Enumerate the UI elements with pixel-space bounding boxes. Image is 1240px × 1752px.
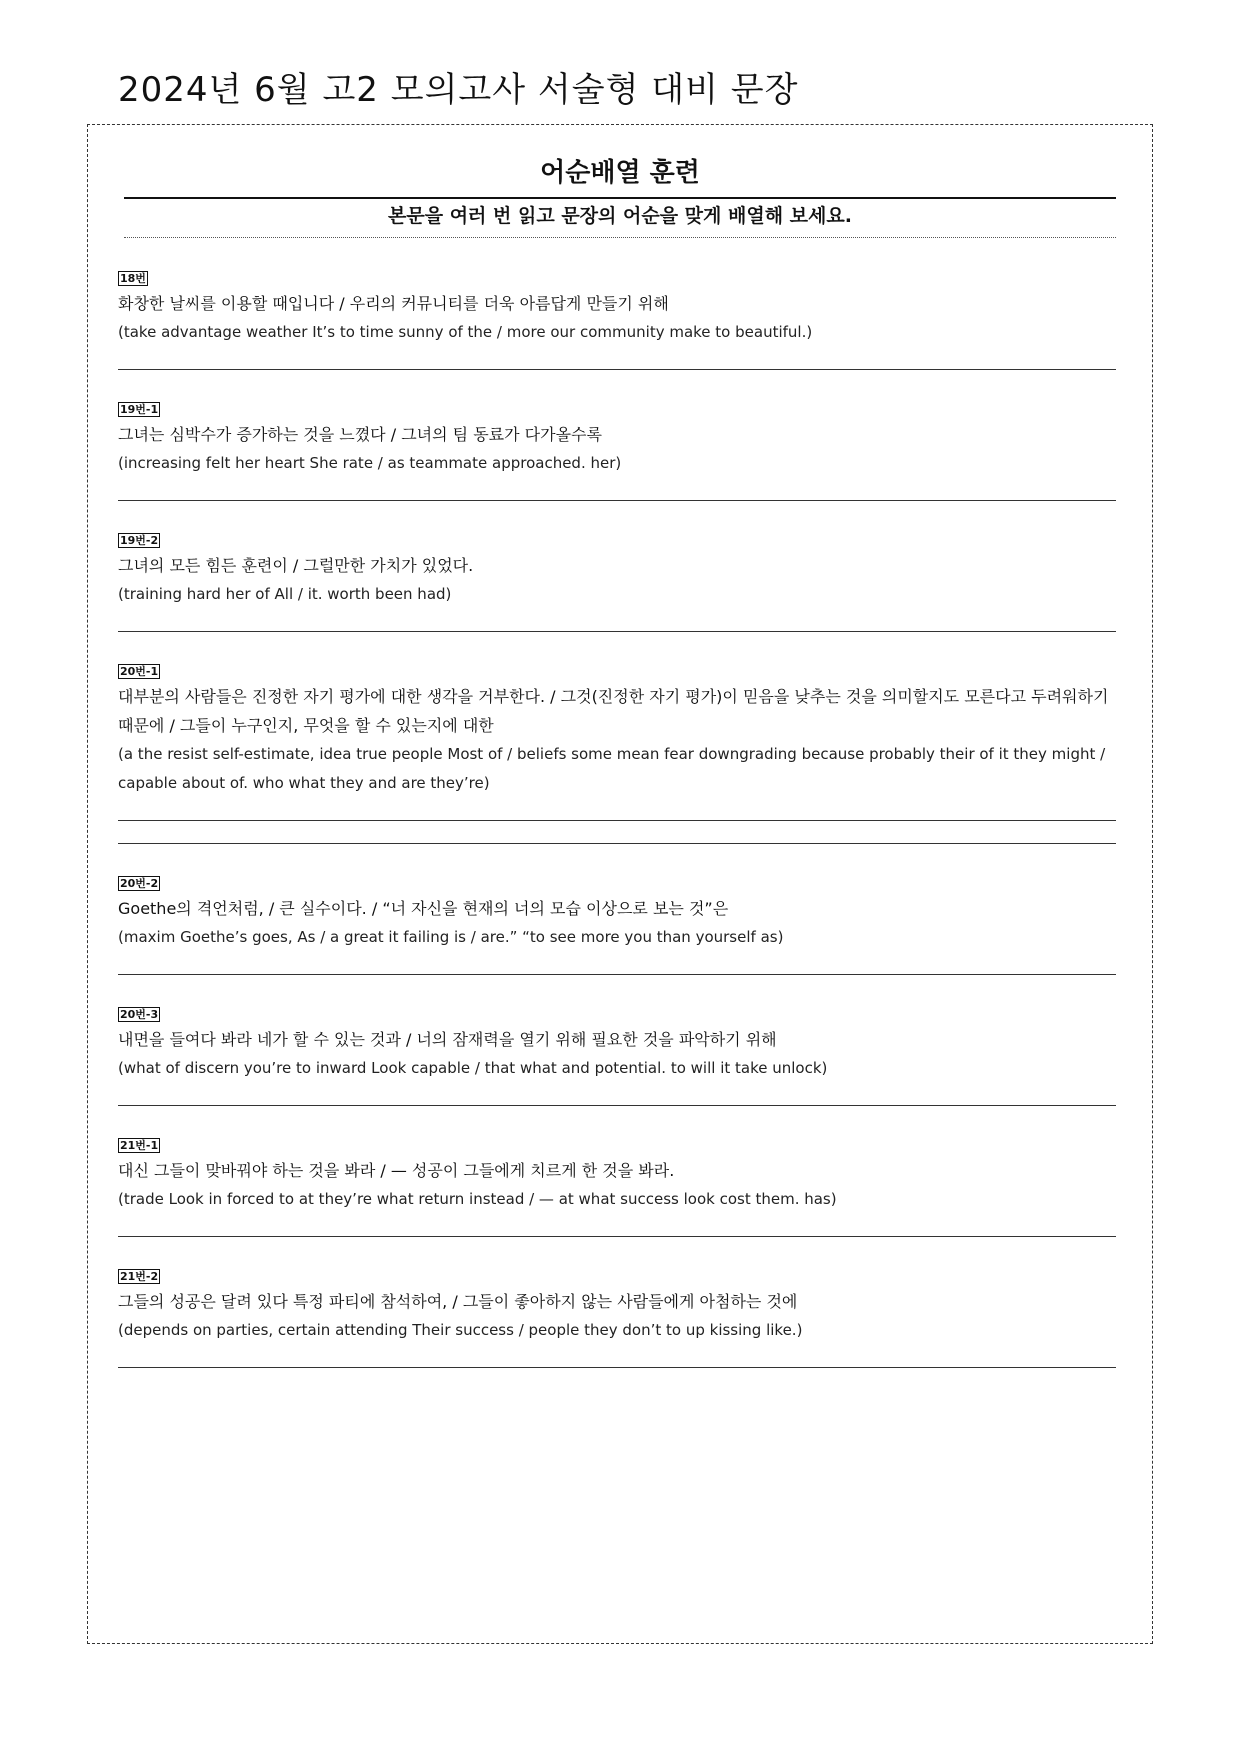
item-number-badge: 18번 bbox=[120, 272, 146, 285]
exercise-list bbox=[118, 267, 1116, 1368]
item-number-badge: 19번-1 bbox=[120, 403, 159, 416]
english-scrambled-words: (maxim Goethe’s goes, As / a great it failing is / are.” “to see more you than yourself as) bbox=[118, 928, 784, 946]
exercise-item-21-2 bbox=[118, 1265, 1116, 1368]
answer-line[interactable] bbox=[118, 609, 1116, 632]
english-scrambled-words: (trade Look in forced to at they’re what return instead / — at what success look cost them. has) bbox=[118, 1190, 837, 1208]
section-instruction: 본문을 여러 번 읽고 문장의 어순을 맞게 배열해 보세요. bbox=[388, 205, 852, 227]
item-number-badge: 20번-1 bbox=[120, 665, 159, 678]
korean-prompt: 그들의 성공은 달려 있다 특정 파티에 참석하여, / 그들이 좋아하지 않는 사람들에게 아첨하는 것에 bbox=[118, 1292, 798, 1311]
answer-line[interactable] bbox=[118, 1345, 1116, 1368]
english-scrambled-words: (a the resist self-estimate, idea true people Most of / beliefs some mean fear downgrading because probably their of it they might / capable about of. who what they and are they’re) bbox=[118, 745, 1106, 792]
item-number-badge: 20번-3 bbox=[120, 1008, 159, 1021]
section-title-block bbox=[124, 155, 1116, 238]
item-number-badge: 21번-1 bbox=[120, 1139, 159, 1152]
english-scrambled-words: (depends on parties, certain attending Their success / people they don’t to up kissing like.) bbox=[118, 1321, 803, 1339]
item-number-badge: 20번-2 bbox=[120, 877, 159, 890]
answer-line[interactable] bbox=[118, 347, 1116, 370]
exercise-item-19-1 bbox=[118, 398, 1116, 501]
item-number-badge: 21번-2 bbox=[120, 1270, 159, 1283]
item-number-badge: 19번-2 bbox=[120, 534, 159, 547]
english-scrambled-words: (increasing felt her heart She rate / as teammate approached. her) bbox=[118, 454, 622, 472]
english-scrambled-words: (training hard her of All / it. worth been had) bbox=[118, 585, 452, 603]
answer-line[interactable] bbox=[118, 478, 1116, 501]
answer-line[interactable] bbox=[118, 952, 1116, 975]
exercise-item-20-2 bbox=[118, 872, 1116, 975]
korean-prompt: 화창한 날씨를 이용할 때입니다 / 우리의 커뮤니티를 더욱 아름답게 만들기 위해 bbox=[118, 294, 669, 313]
english-scrambled-words: (what of discern you’re to inward Look capable / that what and potential. to will it take unlock) bbox=[118, 1059, 828, 1077]
exercise-item-18 bbox=[118, 267, 1116, 370]
english-scrambled-words: (take advantage weather It’s to time sunny of the / more our community make to beautiful.) bbox=[118, 323, 813, 341]
korean-prompt: 대신 그들이 맞바꿔야 하는 것을 봐라 / — 성공이 그들에게 치르게 한 것을 봐라. bbox=[118, 1161, 675, 1180]
worksheet-frame bbox=[87, 124, 1153, 1644]
answer-line[interactable] bbox=[118, 1214, 1116, 1237]
korean-prompt: 내면을 들여다 봐라 네가 할 수 있는 것과 / 너의 잠재력을 열기 위해 필요한 것을 파악하기 위해 bbox=[118, 1030, 777, 1049]
exercise-item-20-3 bbox=[118, 1003, 1116, 1106]
korean-prompt: 그녀의 모든 힘든 훈련이 / 그럴만한 가치가 있었다. bbox=[118, 556, 474, 575]
exercise-item-21-1 bbox=[118, 1134, 1116, 1237]
instruction-divider bbox=[124, 237, 1116, 238]
title-divider bbox=[124, 197, 1116, 199]
answer-line[interactable] bbox=[118, 798, 1116, 821]
korean-prompt: Goethe의 격언처럼, / 큰 실수이다. / “너 자신을 현재의 너의 모습 이상으로 보는 것”은 bbox=[118, 899, 729, 918]
exercise-item-19-2 bbox=[118, 529, 1116, 632]
page-header-title: 2024년 6월 고2 모의고사 서술형 대비 문장 bbox=[118, 70, 799, 110]
answer-line[interactable] bbox=[118, 821, 1116, 844]
answer-line[interactable] bbox=[118, 1083, 1116, 1106]
exercise-item-20-1 bbox=[118, 660, 1116, 844]
section-title: 어순배열 훈련 bbox=[540, 158, 700, 188]
korean-prompt: 그녀는 심박수가 증가하는 것을 느꼈다 / 그녀의 팀 동료가 다가올수록 bbox=[118, 425, 602, 444]
korean-prompt: 대부분의 사람들은 진정한 자기 평가에 대한 생각을 거부한다. / 그것(진정한 자기 평가)이 믿음을 낮추는 것을 의미할지도 모른다고 두려워하기 때문에 / 그들이 누구인지, 무엇을 할 수 있는지에 대한 bbox=[118, 687, 1109, 735]
